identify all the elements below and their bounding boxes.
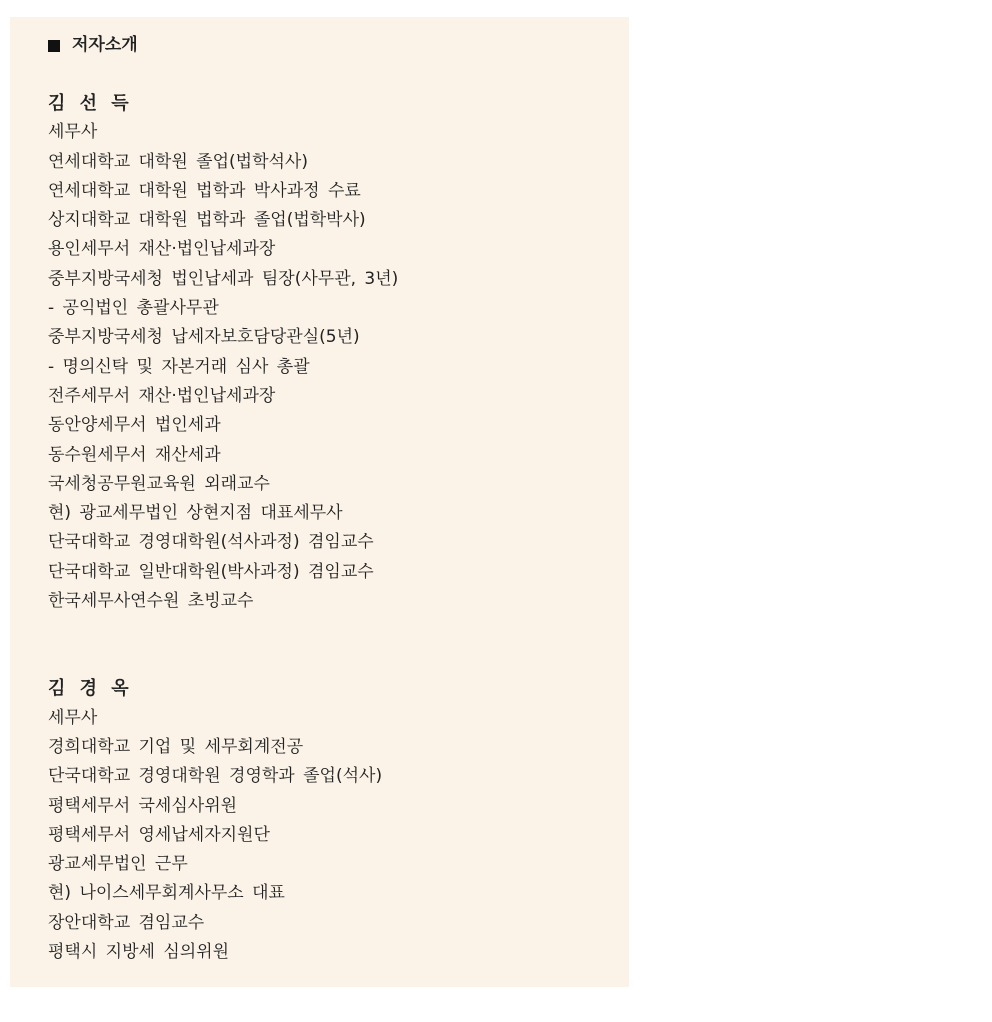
author-detail-line: 동수원세무서 재산세과: [48, 444, 221, 465]
section-title: [48, 31, 619, 60]
author-detail-line: 연세대학교 대학원 법학과 박사과정 수료: [48, 180, 361, 201]
author-detail-line: 동안양세무서 법인세과: [48, 415, 221, 436]
author-detail-line: 단국대학교 경영대학원(석사과정) 겸임교수: [48, 532, 374, 553]
section-title-text: 저자소개: [72, 35, 138, 55]
author-detail-line: 세무사: [48, 122, 98, 143]
spacer: [48, 616, 619, 674]
author-detail-line: 경희대학교 기업 및 세무회계전공: [48, 736, 304, 757]
author-detail-line: 용인세무서 재산·법인납세과장: [48, 239, 276, 260]
author-detail-line: - 명의신탁 및 자본거래 심사 총괄: [48, 356, 310, 377]
author-detail-line: 연세대학교 대학원 졸업(법학석사): [48, 151, 308, 172]
author-detail-line: 광교세무법인 근무: [48, 854, 188, 875]
square-bullet-icon: [48, 40, 60, 52]
author-detail-line: 중부지방국세청 법인납세과 팀장(사무관, 3년): [48, 268, 399, 289]
author-detail-line: 평택세무서 국세심사위원: [48, 795, 238, 816]
author-detail-line: 국세청공무원교육원 외래교수: [48, 473, 270, 494]
author-detail-line: 현) 광교세무법인 상현지점 대표세무사: [48, 503, 343, 524]
author-detail-line: 단국대학교 경영대학원 경영학과 졸업(석사): [48, 766, 383, 787]
author-detail-line: 평택시 지방세 심의위원: [48, 942, 230, 963]
author-detail-line: 장안대학교 겸임교수: [48, 912, 205, 933]
author-detail-line: 세무사: [48, 707, 98, 728]
author-name: 김 선 득: [48, 93, 133, 114]
author-block-1: [48, 89, 619, 616]
author-intro-content: [48, 31, 619, 967]
author-detail-line: 단국대학교 일반대학원(박사과정) 겸임교수: [48, 561, 374, 582]
author-detail-line: 한국세무사연수원 초빙교수: [48, 591, 254, 612]
author-name: 김 경 옥: [48, 678, 133, 700]
author-detail-line: 중부지방국세청 납세자보호담당관실(5년): [48, 327, 360, 348]
author-block-2: [48, 674, 619, 967]
spacer: [48, 60, 619, 89]
author-detail-line: 현) 나이스세무회계사무소 대표: [48, 883, 285, 904]
author-detail-line: 상지대학교 대학원 법학과 졸업(법학박사): [48, 210, 366, 231]
author-detail-line: 평택세무서 영세납세자지원단: [48, 824, 270, 845]
author-detail-line: 전주세무서 재산·법인납세과장: [48, 385, 276, 406]
author-detail-line: - 공익법인 총괄사무관: [48, 298, 219, 319]
author-intro-panel: [10, 17, 629, 987]
